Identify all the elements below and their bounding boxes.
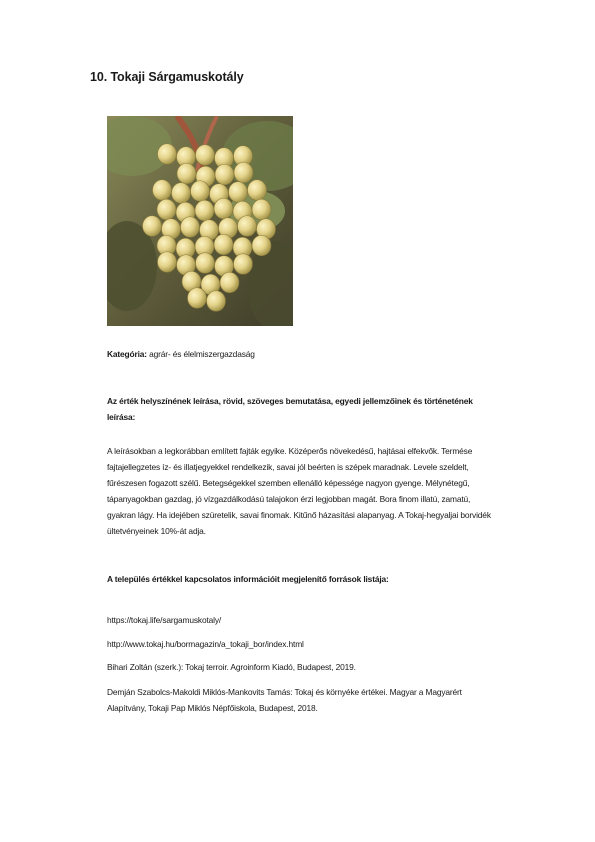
grape-berry [248,180,267,201]
category-value: agrár- és élelmiszergazdaság [146,349,255,359]
grape-berry [207,291,226,312]
grape-berry [143,216,162,237]
grape-berry [181,217,200,238]
grape-berry [158,252,177,273]
description-text: A leírásokban a legkorábban említett fajták egyike. Középerős növekedésű, hajtásai elfekvők. Termése fajtajellegzetes íz- és illatjegyekkel rendelkezik, savai jól beérten is szépek maradnak. Levele szeldelt, fűrészesen fogazott szélű. Betegségekkel szemben ellenálló képessége nagyon gyenge. Mélynétegű, tápanyagokban gazdag, jó vízgazdálkodású talajokon érzi legjobban magát. Bora finom illatú, zamatú, gyakran lágy. Ha idejében szüretelik, savai finomak. Kitűnő házasítási alapanyag. A Tokaj-hegyaljai borvidék ültetvényeinek 10%-át adja. [107,446,491,536]
grape-berry [196,145,215,166]
grape-berry [238,216,257,237]
sources-heading: A település értékkel kapcsolatos információit megjelenítő források listája: [107,574,389,584]
grape-berry [191,181,210,202]
grape-berry [234,162,253,183]
source-link-1[interactable]: https://tokaj.life/sargamuskotaly/ [107,615,222,625]
grape-berry [172,183,191,204]
grape-berry [195,200,214,221]
grape-cluster-image [107,116,293,326]
page-title: 10. Tokaji Sárgamuskotály [90,70,244,84]
grape-cluster-photo [107,116,293,326]
grape-berry [157,199,176,220]
category-line [107,346,497,362]
source-reference-3: Bihari Zoltán (szerk.): Tokaj terroir. Agroinform Kiadó, Budapest, 2019. [107,662,356,672]
grape-berry [188,288,207,309]
grape-berry [252,235,271,256]
grape-berry [229,182,248,203]
grape-berry [220,272,239,293]
grape-berry [215,164,234,185]
grape-berry [153,180,172,201]
source-reference-4: Demján Szabolcs-Makoldi Miklós-Mankovits Tamás: Tokaj és környéke értékei. Magyar a Magyarért Alapítvány, Tokaji Pap Miklós Népfőiskola, Budapest, 2018. [107,687,462,713]
grape-berry [158,144,177,165]
grape-berry [214,234,233,255]
grape-berry [196,253,215,274]
description-heading: Az érték helyszínének leírása, rövid, szöveges bemutatása, egyedi jellemzőinek és történetének leírása: [107,396,473,422]
grape-berry [177,163,196,184]
source-link-2[interactable]: http://www.tokaj.hu/bormagazin/a_tokaji_bor/index.html [107,639,304,649]
grape-berry [234,254,253,275]
category-label: Kategória: [107,349,147,359]
grape-berry [252,199,271,220]
grape-berry [214,198,233,219]
